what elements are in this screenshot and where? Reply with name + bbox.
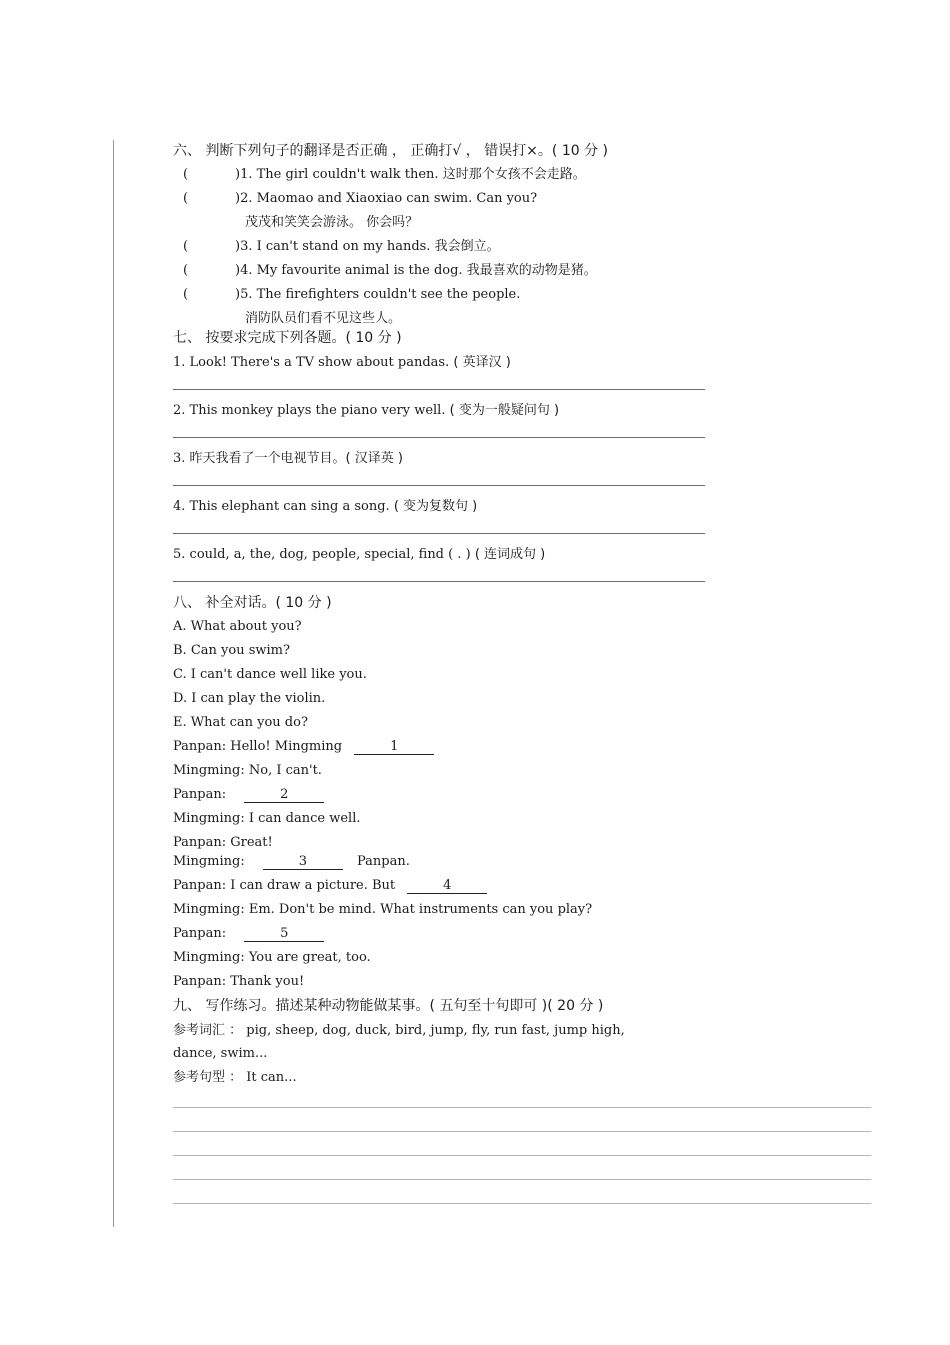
s8-option-c: C. I can't dance well like you. [173, 667, 367, 682]
s7-item-4-req: ( 变为复数句 ) [393, 499, 478, 514]
s6-item-3 [183, 239, 500, 255]
s6-item-2-zh: 茂茂和笑笑会游泳。 你会吗？ [245, 215, 419, 230]
dialog-line-3 [173, 787, 324, 803]
s7-item-1 [173, 355, 511, 371]
dialog-line-8: Mingming: Em. Don't be mind. What instruments can you play? [173, 902, 593, 917]
s6-item-5-paren: ( [183, 287, 189, 302]
dialog-line-6-text: Mingming: [173, 854, 245, 869]
dialog-blank-3[interactable]: 3 [263, 855, 343, 870]
s9-vocab-list: pig, sheep, dog, duck, bird, jump, fly, run fast, jump high, [246, 1023, 625, 1038]
section-8-heading: 八、 补全对话。( 10 分 ) [173, 595, 332, 611]
dialog-line-3-text: Panpan: [173, 787, 227, 802]
s7-answer-line-5[interactable] [173, 581, 705, 582]
s6-item-5 [183, 287, 520, 303]
s6-item-4-text: )4. My favourite animal is the dog. [235, 263, 463, 278]
dialog-line-6-post: Panpan. [357, 854, 410, 869]
s7-item-2-text: 2. This monkey plays the piano very well. [173, 403, 446, 418]
s7-item-4 [173, 499, 477, 515]
s8-option-d: D. I can play the violin. [173, 691, 326, 706]
s8-option-e: E. What can you do? [173, 715, 308, 730]
s7-item-5-req: ( 连词成句 ) [474, 547, 546, 562]
dialog-line-11: Panpan: Thank you! [173, 974, 305, 989]
writing-line-1[interactable] [173, 1107, 871, 1108]
s7-answer-line-3[interactable] [173, 485, 705, 486]
section-9-heading: 九、 写作练习。描述某种动物能做某事。( 五句至十句即可 )( 20 分 ) [173, 998, 604, 1014]
s7-item-3-req: 昨天我看了一个电视节目。( 汉译英 ) [189, 451, 403, 466]
s9-vocab [173, 1023, 625, 1039]
dialog-line-7-text: Panpan: I can draw a picture. But [173, 878, 396, 893]
section-6-heading: 六、 判断下列句子的翻译是否正确 ， 正确打√ ， 错误打×。( 10 分 ) [173, 143, 608, 159]
dialog-line-1-text: Panpan: Hello! Mingming [173, 739, 343, 754]
s7-answer-line-1[interactable] [173, 389, 705, 390]
s8-option-b: B. Can you swim? [173, 643, 290, 658]
s6-item-1 [183, 167, 586, 183]
s6-item-2-text: )2. Maomao and Xiaoxiao can swim. Can you? [235, 191, 538, 206]
writing-line-2[interactable] [173, 1131, 871, 1132]
dialog-line-2: Mingming: No, I can't. [173, 763, 322, 778]
s6-item-1-zh: 这时那个女孩不会走路。 [442, 167, 586, 182]
s6-item-3-paren: ( [183, 239, 189, 254]
s9-pattern-label: 参考句型 ： [173, 1070, 243, 1085]
s6-item-3-zh: 我会倒立。 [434, 239, 500, 254]
dialog-line-9-text: Panpan: [173, 926, 227, 941]
dialog-blank-2[interactable]: 2 [244, 788, 324, 803]
s7-item-5-text: 5. could, a, the, dog, people, special, find ( . ) [173, 547, 471, 562]
s7-item-3 [173, 451, 403, 467]
s6-item-3-text: )3. I can't stand on my hands. [235, 239, 431, 254]
dialog-line-7 [173, 878, 487, 894]
dialog-line-5: Panpan: Great! [173, 835, 273, 850]
s9-pattern-text: It can... [246, 1070, 297, 1085]
s9-vocab-label: 参考词汇 ： [173, 1023, 243, 1038]
writing-line-5[interactable] [173, 1203, 871, 1204]
dialog-blank-4[interactable]: 4 [407, 879, 487, 894]
writing-line-4[interactable] [173, 1179, 871, 1180]
s7-item-1-text: 1. Look! There's a TV show about pandas. [173, 355, 450, 370]
page-left-border [113, 140, 114, 1227]
s7-answer-line-2[interactable] [173, 437, 705, 438]
s7-item-2-req: ( 变为一般疑问句 ) [449, 403, 560, 418]
writing-line-3[interactable] [173, 1155, 871, 1156]
s6-item-1-text: )1. The girl couldn't walk then. [235, 167, 439, 182]
s6-item-1-paren: ( [183, 167, 189, 182]
s6-item-2-paren: ( [183, 191, 189, 206]
s6-item-2 [183, 191, 537, 207]
s7-answer-line-4[interactable] [173, 533, 705, 534]
dialog-line-9 [173, 926, 324, 942]
s9-pattern [173, 1070, 297, 1086]
dialog-line-1 [173, 739, 434, 755]
dialog-line-10: Mingming: You are great, too. [173, 950, 371, 965]
s6-item-5-text: )5. The firefighters couldn't see the people. [235, 287, 521, 302]
s6-item-4-paren: ( [183, 263, 189, 278]
section-7-heading: 七、 按要求完成下列各题。( 10 分 ) [173, 330, 402, 346]
s6-item-4-zh: 我最喜欢的动物是猪。 [466, 263, 597, 278]
dialog-blank-5[interactable]: 5 [244, 927, 324, 942]
s7-item-1-req: ( 英译汉 ) [453, 355, 511, 370]
s7-item-5 [173, 547, 545, 563]
s6-item-5-zh: 消防队员们看不见这些人。 [245, 311, 402, 326]
s9-vocab-cont: dance, swim... [173, 1046, 268, 1061]
dialog-line-4: Mingming: I can dance well. [173, 811, 361, 826]
s7-item-3-text: 3. [173, 451, 186, 466]
s6-item-4 [183, 263, 597, 279]
dialog-blank-1[interactable]: 1 [354, 740, 434, 755]
s8-option-a: A. What about you? [173, 619, 302, 634]
dialog-line-6 [173, 854, 410, 870]
s7-item-2 [173, 403, 559, 419]
s7-item-4-text: 4. This elephant can sing a song. [173, 499, 390, 514]
